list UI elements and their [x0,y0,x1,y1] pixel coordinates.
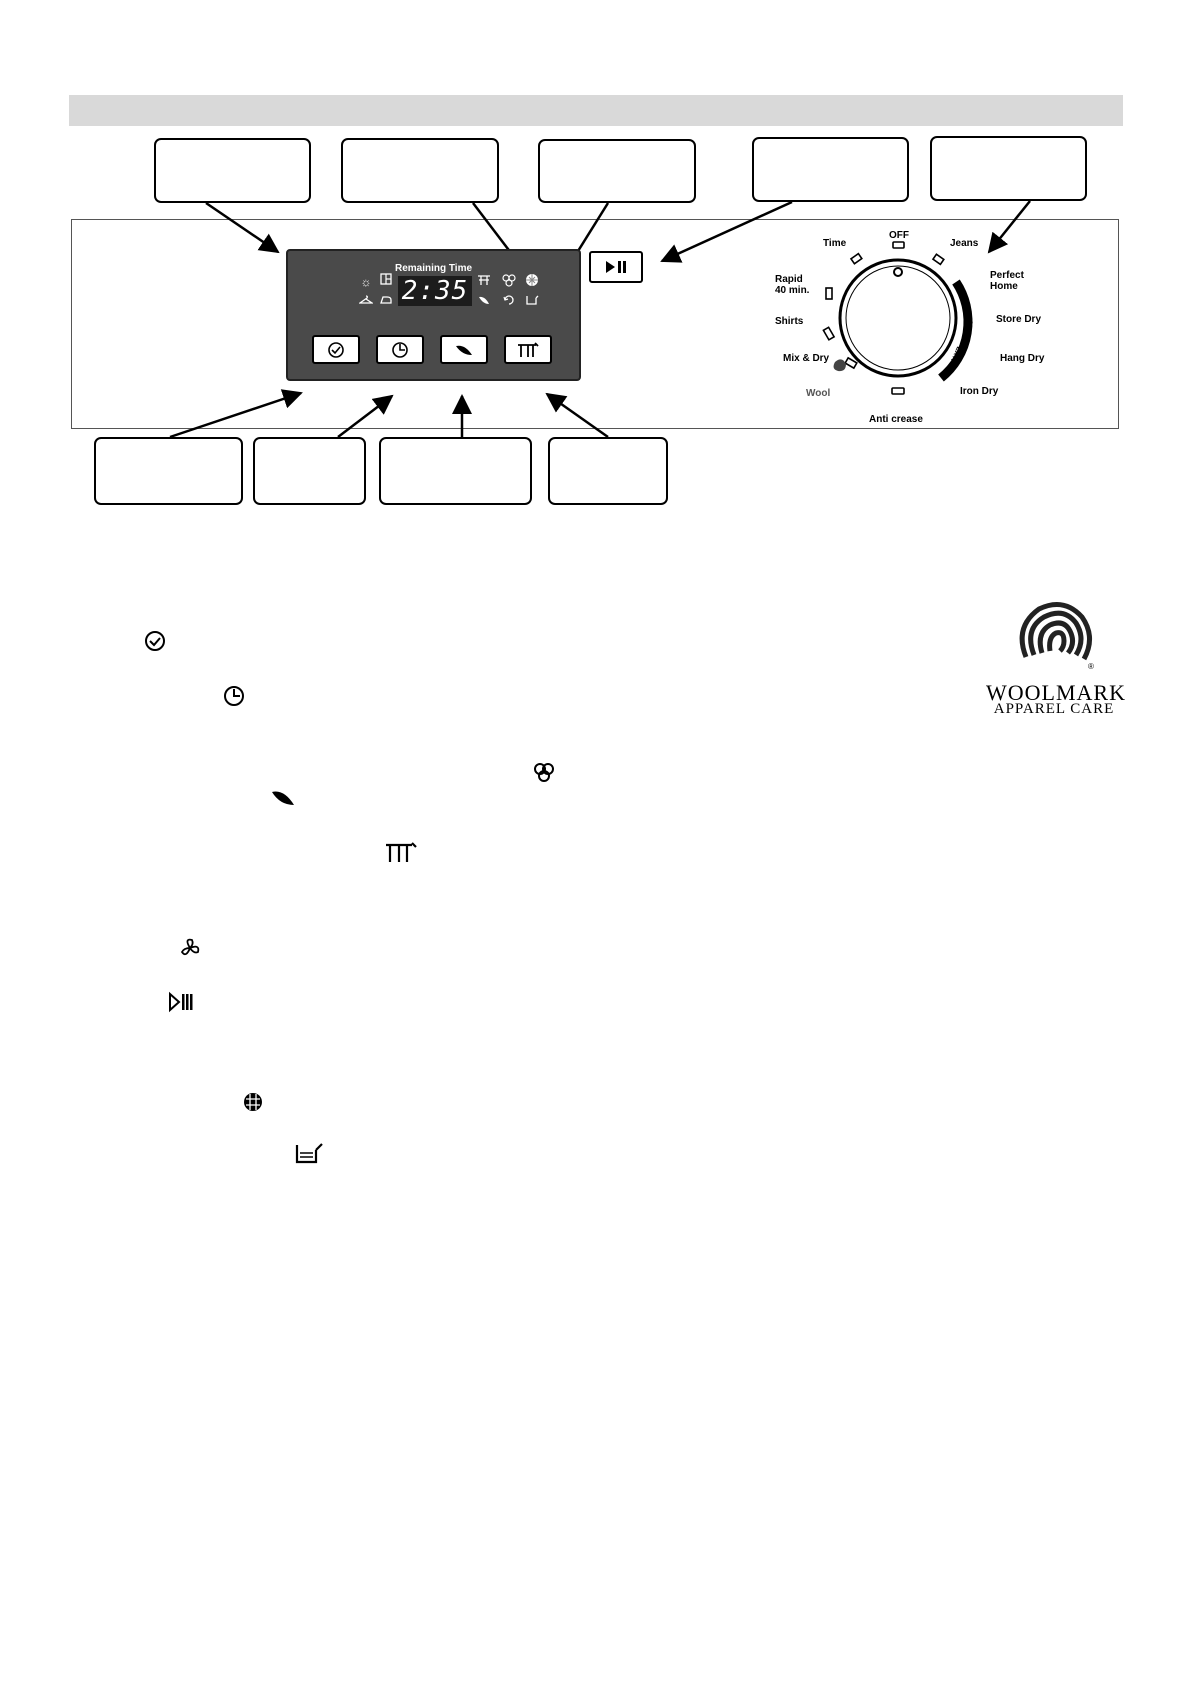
dial-label-time: Time [823,238,847,249]
anti-crease-button[interactable] [504,335,552,364]
delicate-button[interactable] [440,335,488,364]
time-select-button[interactable] [376,335,424,364]
time-select-icon [391,341,409,359]
control-display [286,249,581,381]
start-pause-button[interactable] [589,251,643,283]
dial-label-perfect-home-2: Home [990,281,1018,292]
legend-delay-timer-icon [143,629,167,653]
legend-cotton-flower-icon [531,759,557,785]
remaining-time-label: Remaining Time [394,263,473,274]
woolmark-line-2: APPAREL CARE [993,701,1115,717]
woolmark-logo-icon [1014,597,1096,675]
start-pause-icon [603,259,629,275]
hanger-icon [358,294,374,309]
iron-icon [378,294,394,309]
store-dry-icon [378,273,394,288]
dial-label-wool: Wool [806,388,831,399]
arrow-6 [170,393,301,437]
arrow-1 [206,203,278,252]
dial-label-extra: EXTRA [945,345,963,370]
legend-empty-water-container-icon [293,1140,327,1166]
time-readout: 2:35 [398,276,472,306]
dial-label-auto: AUTO [962,305,974,326]
dial-label-mix-dry: Mix & Dry [783,353,830,364]
svg-text:®: ® [1088,662,1094,671]
legend-start-pause-icon [166,990,196,1014]
dial-label-jeans: Jeans [950,238,979,249]
fan-icon [501,273,517,290]
program-dial-graphic [760,224,1080,430]
drying-rack-icon [476,273,492,290]
delicate-feather-icon [453,342,475,358]
dial-label-rapid-2: 40 min. [775,285,810,296]
arrow-9 [547,394,608,437]
rotation-icon [501,294,517,309]
dial-label-store-dry: Store Dry [996,314,1042,325]
water-container-icon [524,294,540,309]
anti-crease-shirt-icon [516,341,540,359]
dial-label-hang-dry: Hang Dry [1000,353,1045,364]
legend-delicate-feather-icon [268,787,298,809]
dial-label-perfect-home-1: Perfect [990,270,1024,281]
dial-label-anti-crease: Anti crease [869,414,923,425]
legend-anti-crease-shirt-icon [383,839,419,865]
legend-cooling-fan-icon [177,935,203,961]
legend-time-select-icon [222,684,246,708]
sun-icon: ☼ [360,275,372,289]
woolmark-line-1: WOOLMARK [986,680,1126,705]
filter-icon [524,273,540,290]
legend-filter-clean-icon [241,1090,265,1114]
dial-label-iron-dry: Iron Dry [960,386,999,397]
dial-label-shirts: Shirts [775,316,804,327]
arrow-7 [338,396,392,437]
delay-timer-button[interactable] [312,335,360,364]
dial-label-off: OFF [889,230,909,241]
dial-label-rapid-1: Rapid [775,274,803,285]
delay-timer-icon [327,341,345,359]
feather-icon [476,294,492,309]
